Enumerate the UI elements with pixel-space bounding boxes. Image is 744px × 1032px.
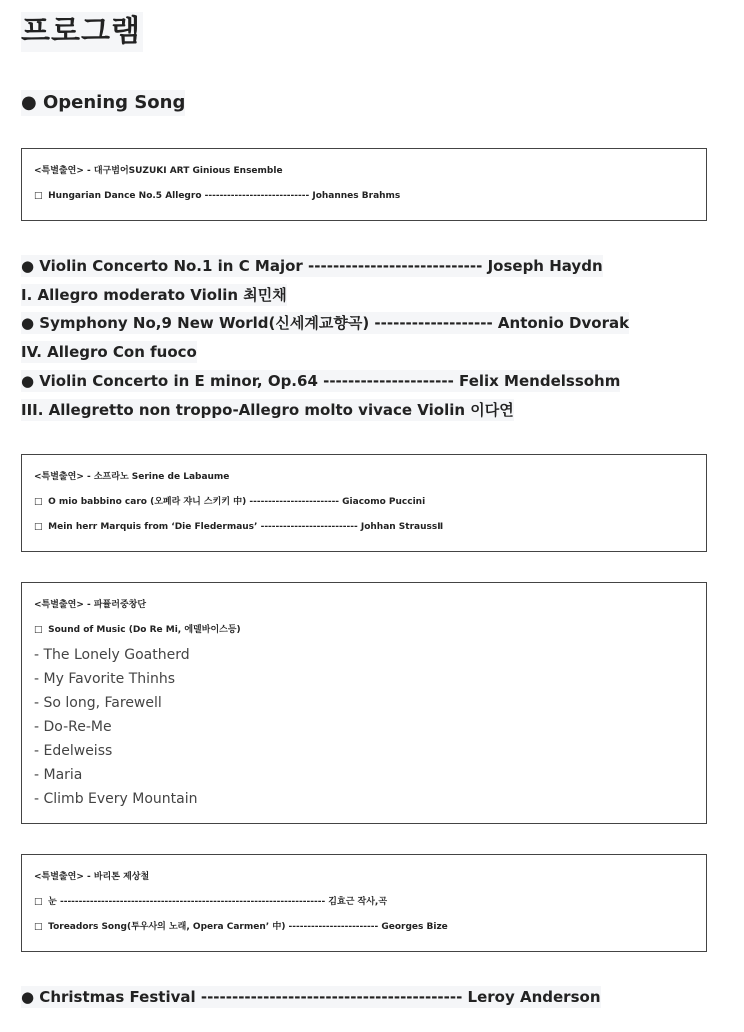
song-list-item: - Climb Every Mountain (34, 791, 198, 807)
piece-item (34, 184, 706, 209)
section-opening-song: ● Opening Song (21, 90, 185, 116)
special-guest-box-ensemble (21, 148, 707, 221)
piece-item (34, 490, 706, 515)
special-guest-box-soprano (21, 454, 707, 552)
piece-item (34, 618, 706, 643)
square-bullet-icon: □ (34, 191, 43, 201)
program-detail: IV. Allegro Con fuoco (21, 343, 197, 361)
piece-item (34, 915, 706, 940)
program-item: ● Violin Concerto in E minor, Op.64 --------------------- Felix Mendelssohm (21, 372, 621, 390)
piece-item (34, 515, 706, 540)
song-list-item: - Maria (34, 767, 83, 783)
square-bullet-icon: □ (34, 625, 43, 635)
piece-text: 눈 ----------------------------------------------------------------------- 김효근 작사,곡 (48, 897, 388, 907)
program-item: ● Violin Concerto No.1 in C Major ---------------------------- Joseph Haydn (21, 257, 603, 275)
special-guest-heading: <특별출연> - 바리톤 제상철 (34, 872, 150, 882)
piece-text: O mio babbino caro (오페라 쟈니 스키키 中) ------------------------ Giacomo Puccini (48, 497, 426, 507)
special-guest-heading: <특별출연> - 소프라노 Serine de Labaume (34, 472, 230, 482)
program-item: ● Symphony No,9 New World(신세계교향곡) ------------------- Antonio Dvorak (21, 314, 630, 332)
piece-text: Sound of Music (Do Re Mi, 에델바이스등) (48, 625, 241, 635)
special-guest-heading: <특별출연> - 파퓰러중창단 (34, 600, 147, 610)
program-detail: I. Allegro moderato Violin 최민채 (21, 286, 287, 304)
song-list-item: - So long, Farewell (34, 695, 162, 711)
program-item-closing: ● Christmas Festival ------------------------------------------ Leroy Anderson (21, 988, 601, 1006)
piece-item (34, 890, 706, 915)
piece-text: Toreadors Song(투우사의 노래, Opera Carmen’ 中) ------------------------ Georges Bize (48, 922, 448, 932)
song-list-item: - The Lonely Goatherd (34, 647, 190, 663)
square-bullet-icon: □ (34, 522, 43, 532)
special-guest-box-baritone (21, 854, 707, 952)
piece-text: Hungarian Dance No.5 Allegro ---------------------------- Johannes Brahms (48, 191, 401, 201)
program-detail: III. Allegretto non troppo-Allegro molto vivace Violin 이다연 (21, 401, 514, 419)
square-bullet-icon: □ (34, 897, 43, 907)
square-bullet-icon: □ (34, 922, 43, 932)
special-guest-heading: <특별출연> - 대구범어SUZUKI ART Ginious Ensemble (34, 166, 283, 176)
square-bullet-icon: □ (34, 497, 43, 507)
page-title: 프로그램 (21, 12, 143, 52)
piece-text: Mein herr Marquis from ‘Die Fledermaus’ -------------------------- Johhan StraussⅡ (48, 522, 444, 532)
special-guest-box-choir (21, 582, 707, 824)
song-list-item: - My Favorite Thinhs (34, 671, 176, 687)
song-list-item: - Edelweiss (34, 743, 113, 759)
song-list-item: - Do-Re-Me (34, 719, 112, 735)
